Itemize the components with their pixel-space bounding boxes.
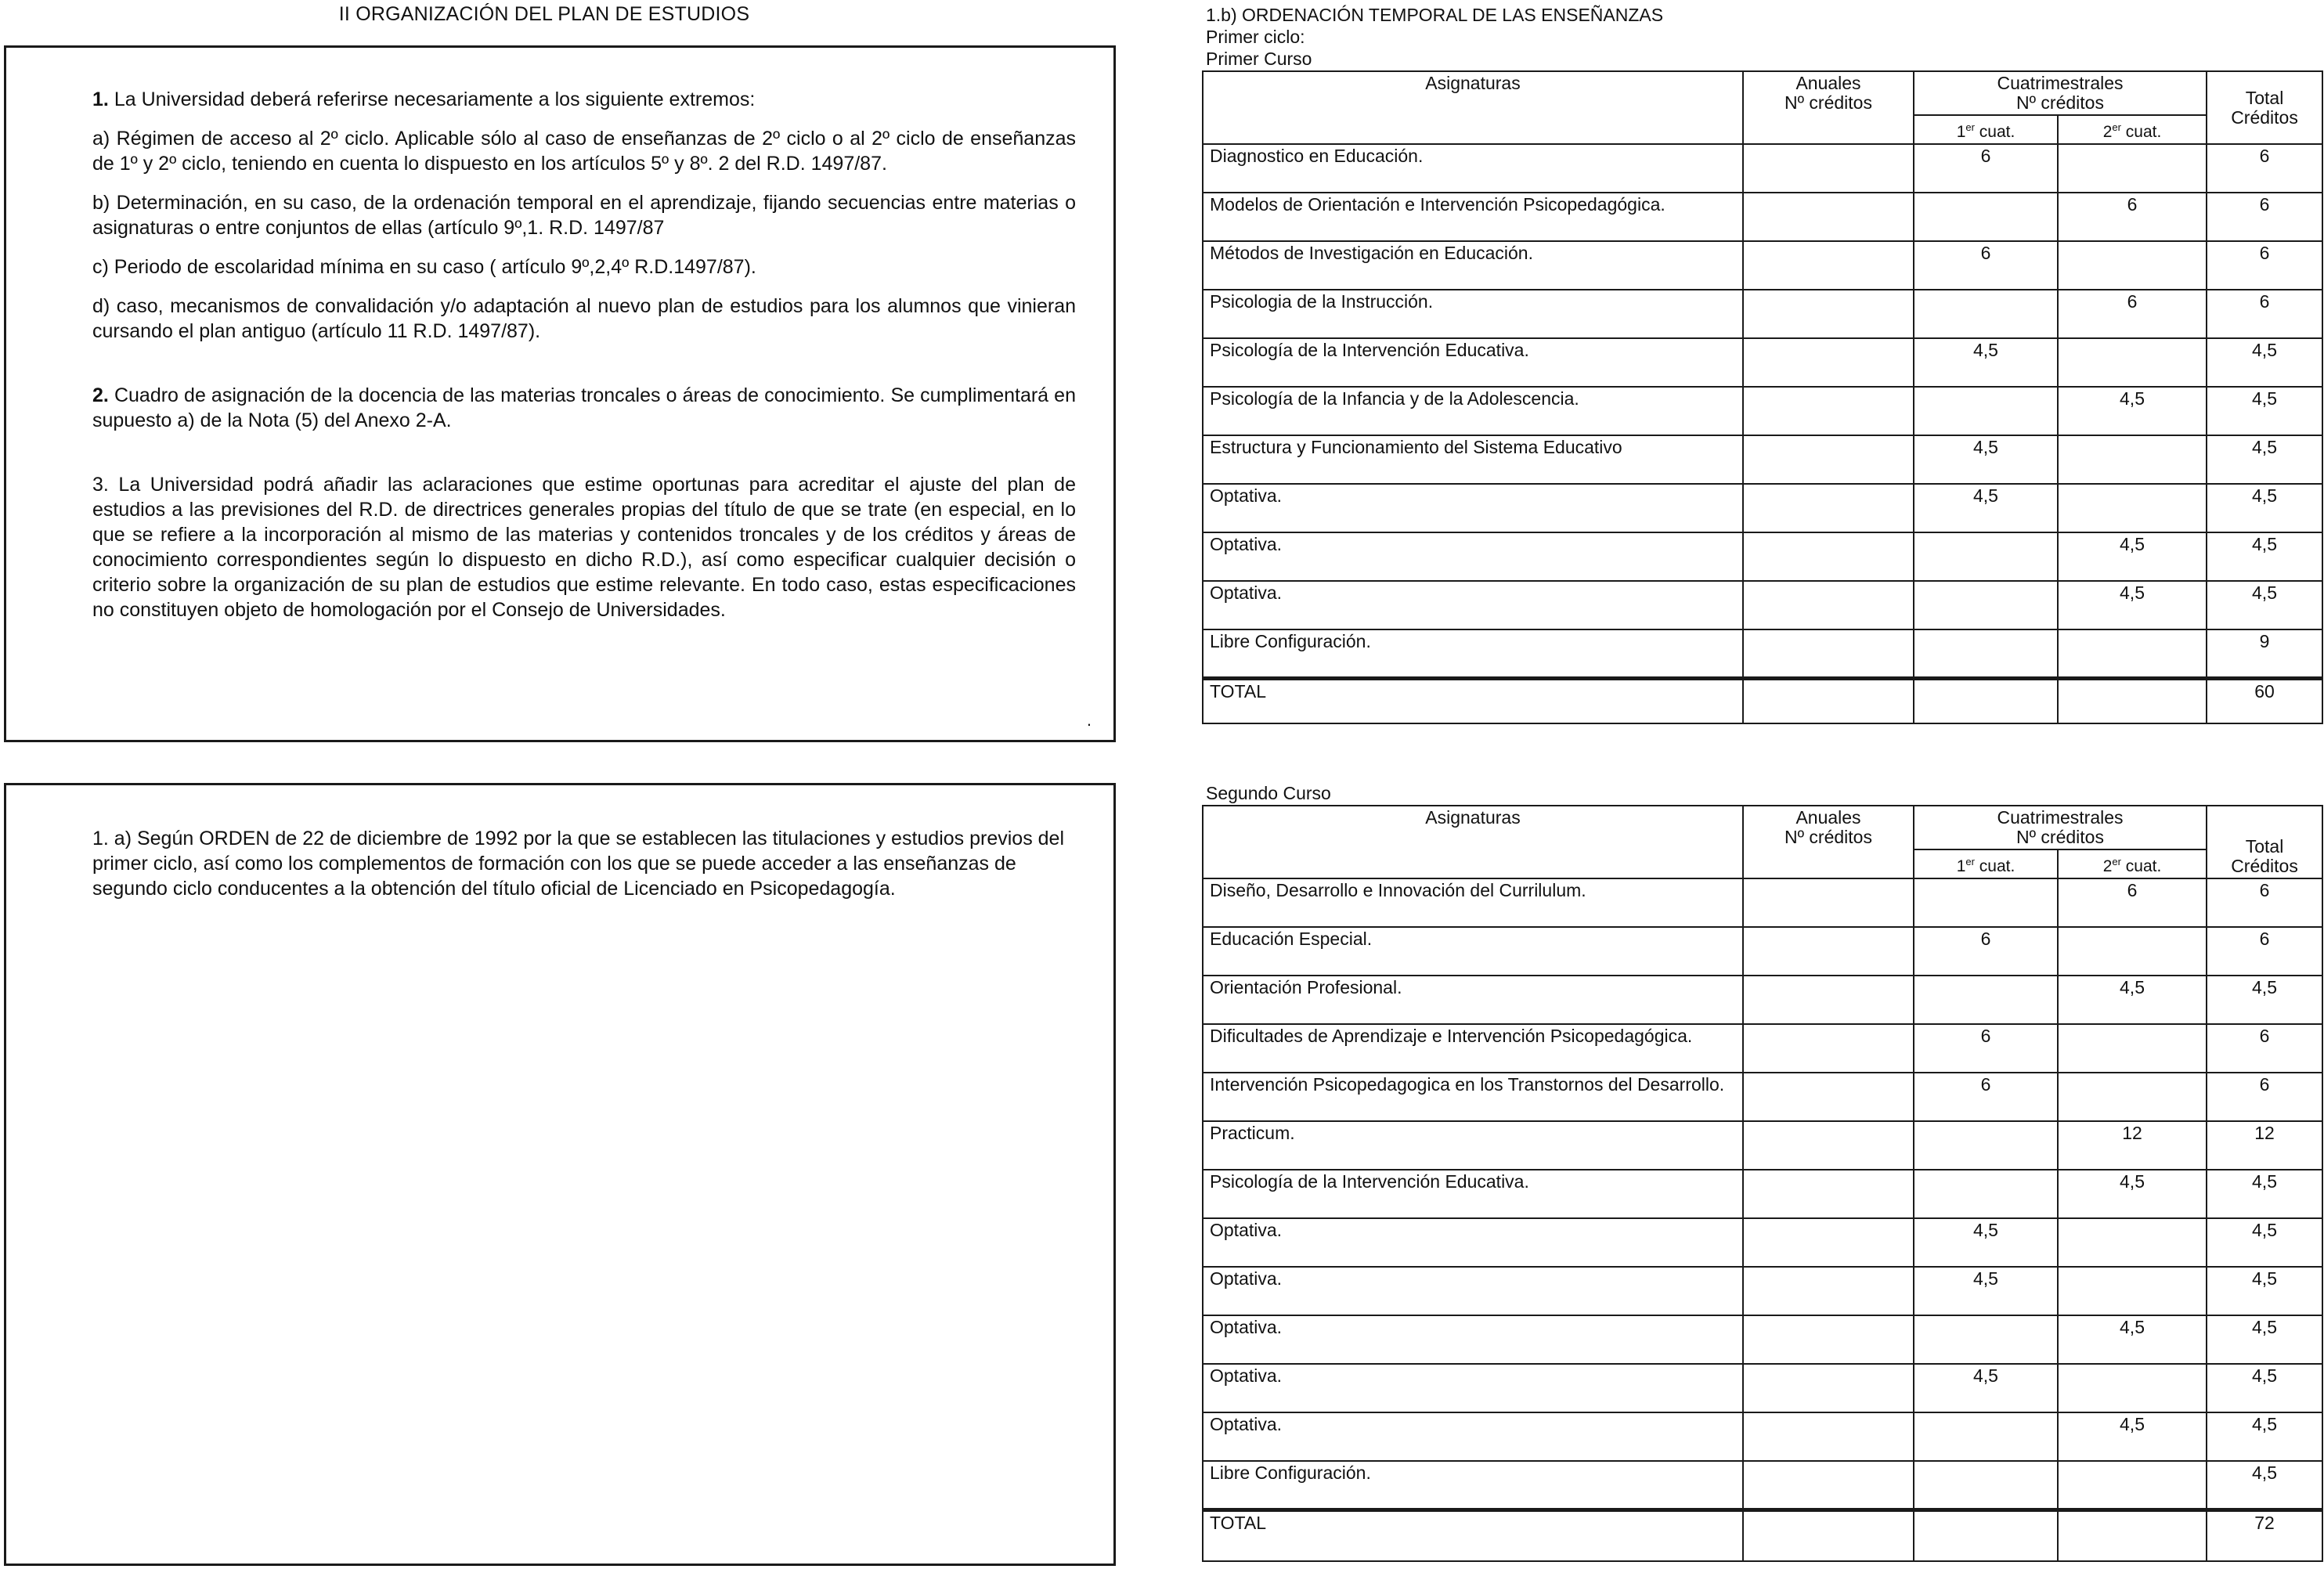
cycle-label: Primer ciclo:	[1206, 27, 1305, 47]
table-row	[1203, 1073, 2322, 1121]
header-2er-cuat: 2er cuat.	[2058, 115, 2207, 144]
first-cuat-cell	[1914, 1121, 2058, 1170]
total-credits-cell: 4,5	[2207, 1461, 2322, 1509]
anual-credits-cell	[1743, 927, 1914, 976]
empty-cell	[1914, 1509, 2058, 1561]
total-credits-cell: 4,5	[2207, 1267, 2322, 1315]
first-cuat-cell: 6	[1914, 927, 2058, 976]
requirement-1-number: 1.	[92, 88, 109, 110]
second-cuat-cell	[2058, 1218, 2207, 1267]
section-heading: 1.b) ORDENACIÓN TEMPORAL DE LAS ENSEÑANZAS	[1206, 5, 1664, 25]
requirement-d: d) caso, mecanismos de convalidación y/o adaptación al nuevo plan de estudios para los alumnos que vinieran cursando el plan antiguo (artículo 11 R.D. 1497/87).	[92, 295, 1076, 342]
anual-credits-cell	[1743, 193, 1914, 241]
table-row	[1203, 532, 2322, 581]
total-credits-cell: 9	[2207, 629, 2322, 678]
anual-credits-cell	[1743, 1121, 1914, 1170]
requirement-2-text: Cuadro de asignación de la docencia de las materias troncales o áreas de conocimiento. Se cumplimentará en supuesto a) de la Nota (5) del Anexo 2-A.	[92, 384, 1076, 431]
table-row	[1203, 976, 2322, 1024]
second-cuat-cell	[2058, 1461, 2207, 1509]
second-cuat-cell	[2058, 484, 2207, 532]
table-row	[1203, 1267, 2322, 1315]
table-row	[1203, 1412, 2322, 1461]
subject-cell: Dificultades de Aprendizaje e Intervención Psicopedagógica.	[1203, 1024, 1743, 1073]
total-credits-cell: 4,5	[2207, 976, 2322, 1024]
total-credits-cell: 6	[2207, 193, 2322, 241]
subject-cell: Métodos de Investigación en Educación.	[1203, 241, 1743, 290]
anual-credits-cell	[1743, 976, 1914, 1024]
first-cuat-cell: 4,5	[1914, 484, 2058, 532]
total-credits-cell: 4,5	[2207, 532, 2322, 581]
subject-cell: Optativa.	[1203, 1412, 1743, 1461]
anual-credits-cell	[1743, 1461, 1914, 1509]
subject-cell: Psicología de la Intervención Educativa.	[1203, 338, 1743, 387]
first-cuat-cell: 4,5	[1914, 1218, 2058, 1267]
table-row	[1203, 338, 2322, 387]
second-cuat-cell: 4,5	[2058, 1412, 2207, 1461]
total-credits-cell: 4,5	[2207, 435, 2322, 484]
second-cuat-cell: 4,5	[2058, 387, 2207, 435]
header-asignaturas: Asignaturas	[1203, 806, 1743, 878]
anual-credits-cell	[1743, 387, 1914, 435]
total-label: TOTAL	[1203, 678, 1743, 723]
total-value: 72	[2207, 1509, 2322, 1561]
second-cuat-cell	[2058, 144, 2207, 193]
anual-credits-cell	[1743, 1412, 1914, 1461]
anual-credits-cell	[1743, 290, 1914, 338]
empty-cell	[1743, 1509, 1914, 1561]
course1-label: Primer Curso	[1206, 49, 1312, 69]
table-row	[1203, 290, 2322, 338]
requirement-1-text: La Universidad deberá referirse necesariamente a los siguiente extremos:	[114, 88, 756, 110]
header-anuales: Anuales Nº créditos	[1743, 71, 1914, 144]
subject-cell: Optativa.	[1203, 532, 1743, 581]
first-cuat-cell	[1914, 532, 2058, 581]
first-cuat-cell	[1914, 1461, 2058, 1509]
course2-label: Segundo Curso	[1206, 783, 1331, 803]
second-cuat-cell	[2058, 241, 2207, 290]
anual-credits-cell	[1743, 581, 1914, 629]
total-credits-cell: 4,5	[2207, 1170, 2322, 1218]
anual-credits-cell	[1743, 1218, 1914, 1267]
total-credits-cell: 6	[2207, 927, 2322, 976]
anual-credits-cell	[1743, 1267, 1914, 1315]
first-cuat-cell	[1914, 290, 2058, 338]
anual-credits-cell	[1743, 1364, 1914, 1412]
anual-credits-cell	[1743, 338, 1914, 387]
header-1er-cuat: 1er cuat.	[1914, 849, 2058, 878]
total-row	[1203, 1509, 2322, 1561]
access-box	[4, 783, 1116, 1566]
total-credits-cell: 6	[2207, 878, 2322, 927]
second-cuat-cell: 4,5	[2058, 532, 2207, 581]
total-credits-cell: 12	[2207, 1121, 2322, 1170]
second-cuat-cell	[2058, 1024, 2207, 1073]
second-cuat-cell: 4,5	[2058, 1315, 2207, 1364]
total-credits-cell: 4,5	[2207, 1315, 2322, 1364]
second-cuat-cell: 6	[2058, 193, 2207, 241]
first-cuat-cell: 4,5	[1914, 338, 2058, 387]
subject-cell: Intervención Psicopedagogica en los Transtornos del Desarrollo.	[1203, 1073, 1743, 1121]
total-credits-cell: 6	[2207, 144, 2322, 193]
first-cuat-cell: 4,5	[1914, 1364, 2058, 1412]
second-cuat-cell	[2058, 629, 2207, 678]
table-row	[1203, 1170, 2322, 1218]
second-cuat-cell	[2058, 338, 2207, 387]
first-cuat-cell	[1914, 1315, 2058, 1364]
subject-cell: Optativa.	[1203, 1267, 1743, 1315]
requirement-a: a) Régimen de acceso al 2º ciclo. Aplicable sólo al caso de enseñanzas de 2º ciclo o al 2º ciclo de enseñanzas de 1º y 2º ciclo, teniendo en cuenta lo dispuesto en los artículos 5º y 8º. 2 del R.D. 1497/87.	[92, 128, 1076, 175]
second-cuat-cell: 12	[2058, 1121, 2207, 1170]
total-credits-cell: 4,5	[2207, 1364, 2322, 1412]
first-cuat-cell	[1914, 629, 2058, 678]
anual-credits-cell	[1743, 144, 1914, 193]
second-cuat-cell	[2058, 927, 2207, 976]
subject-cell: Psicología de la Intervención Educativa.	[1203, 1170, 1743, 1218]
table-row	[1203, 1364, 2322, 1412]
first-cuat-cell: 4,5	[1914, 435, 2058, 484]
header-total: Total Créditos	[2207, 71, 2322, 144]
total-credits-cell: 6	[2207, 241, 2322, 290]
anual-credits-cell	[1743, 1315, 1914, 1364]
table-row	[1203, 1024, 2322, 1073]
subject-cell: Psicología de la Infancia y de la Adolescencia.	[1203, 387, 1743, 435]
header-1er-cuat: 1er cuat.	[1914, 115, 2058, 144]
total-credits-cell: 4,5	[2207, 581, 2322, 629]
total-credits-cell: 4,5	[2207, 1218, 2322, 1267]
first-cuat-cell	[1914, 1412, 2058, 1461]
subject-cell: Modelos de Orientación e Intervención Psicopedagógica.	[1203, 193, 1743, 241]
total-credits-cell: 6	[2207, 1073, 2322, 1121]
subject-cell: Diseño, Desarrollo e Innovación del Currilulum.	[1203, 878, 1743, 927]
second-cuat-cell	[2058, 1364, 2207, 1412]
second-cuat-cell: 4,5	[2058, 581, 2207, 629]
second-cuat-cell	[2058, 1073, 2207, 1121]
subject-cell: Practicum.	[1203, 1121, 1743, 1170]
first-cuat-cell: 6	[1914, 1024, 2058, 1073]
total-value: 60	[2207, 678, 2322, 723]
first-cuat-cell: 4,5	[1914, 1267, 2058, 1315]
anual-credits-cell	[1743, 1024, 1914, 1073]
table-row	[1203, 435, 2322, 484]
table-row	[1203, 193, 2322, 241]
empty-cell	[1743, 678, 1914, 723]
empty-cell	[2058, 1509, 2207, 1561]
anual-credits-cell	[1743, 484, 1914, 532]
table-row	[1203, 241, 2322, 290]
second-cuat-cell: 4,5	[2058, 1170, 2207, 1218]
first-cuat-cell: 6	[1914, 241, 2058, 290]
subject-cell: Diagnostico en Educación.	[1203, 144, 1743, 193]
total-row	[1203, 678, 2322, 723]
subject-cell: Optativa.	[1203, 484, 1743, 532]
first-cuat-cell	[1914, 976, 2058, 1024]
total-label: TOTAL	[1203, 1509, 1743, 1561]
total-credits-cell: 4,5	[2207, 387, 2322, 435]
table-row	[1203, 387, 2322, 435]
subject-cell: Optativa.	[1203, 1364, 1743, 1412]
requirement-b: b) Determinación, en su caso, de la ordenación temporal en el aprendizaje, fijando secuencias entre materias o asignaturas o entre conjuntos de ellas (artículo 9º,1. R.D. 1497/87	[92, 192, 1076, 239]
anual-credits-cell	[1743, 532, 1914, 581]
table-row	[1203, 927, 2322, 976]
first-cuat-cell	[1914, 193, 2058, 241]
total-credits-cell: 4,5	[2207, 484, 2322, 532]
requirement-2-number: 2.	[92, 384, 109, 406]
total-credits-cell: 6	[2207, 290, 2322, 338]
first-cuat-cell	[1914, 1170, 2058, 1218]
anual-credits-cell	[1743, 629, 1914, 678]
table-row	[1203, 1315, 2322, 1364]
second-cuat-cell	[2058, 1267, 2207, 1315]
second-cuat-cell: 4,5	[2058, 976, 2207, 1024]
subject-cell: Optativa.	[1203, 1315, 1743, 1364]
course1-table	[1202, 70, 2323, 724]
anual-credits-cell	[1743, 1073, 1914, 1121]
anual-credits-cell	[1743, 435, 1914, 484]
table-row	[1203, 581, 2322, 629]
first-cuat-cell	[1914, 387, 2058, 435]
header-asignaturas: Asignaturas	[1203, 71, 1743, 144]
subject-cell: Optativa.	[1203, 581, 1743, 629]
requirements-box	[4, 45, 1116, 742]
total-credits-cell: 6	[2207, 1024, 2322, 1073]
stray-dot: .	[1086, 710, 1092, 730]
total-credits-cell: 4,5	[2207, 338, 2322, 387]
header-cuatrimestrales: Cuatrimestrales Nº créditos	[1914, 71, 2207, 115]
requirement-3: 3. La Universidad podrá añadir las aclaraciones que estime oportunas para acreditar el ajuste del plan de estudios a las previsiones del R.D. de directrices generales propias del título de que se trate (en especial, en lo que se refiere a la incorporación al mismo de las materias y contenidos troncales y de los créditos y áreas de conocimiento correspondientes según lo dispuesto en dicho R.D.), así como especificar cualquier decisión o criterio sobre la organización de su plan de estudios que estime relevante. En todo caso, estas especificaciones no constituyen objeto de homologación por el Consejo de Universidades.	[92, 474, 1076, 621]
table-row	[1203, 144, 2322, 193]
empty-cell	[2058, 678, 2207, 723]
second-cuat-cell	[2058, 435, 2207, 484]
subject-cell: Optativa.	[1203, 1218, 1743, 1267]
subject-cell: Libre Configuración.	[1203, 629, 1743, 678]
table-row	[1203, 1121, 2322, 1170]
total-credits-cell: 4,5	[2207, 1412, 2322, 1461]
table-row	[1203, 1218, 2322, 1267]
anual-credits-cell	[1743, 1170, 1914, 1218]
anual-credits-cell	[1743, 878, 1914, 927]
subject-cell: Libre Configuración.	[1203, 1461, 1743, 1509]
subject-cell: Educación Especial.	[1203, 927, 1743, 976]
header-2er-cuat: 2er cuat.	[2058, 849, 2207, 878]
first-cuat-cell: 6	[1914, 1073, 2058, 1121]
access-paragraph: 1. a) Según ORDEN de 22 de diciembre de 1992 por la que se establecen las titulaciones y estudios previos del primer ciclo, así como los complementos de formación con los que se puede acceder a las enseñanzas de segundo ciclo conducentes a la obtención del título oficial de Licenciado en Psicopedagogía.	[92, 828, 1065, 900]
first-cuat-cell	[1914, 878, 2058, 927]
table-row	[1203, 878, 2322, 927]
subject-cell: Psicologia de la Instrucción.	[1203, 290, 1743, 338]
table-row	[1203, 1461, 2322, 1509]
anual-credits-cell	[1743, 241, 1914, 290]
second-cuat-cell: 6	[2058, 290, 2207, 338]
first-cuat-cell	[1914, 581, 2058, 629]
header-cuatrimestrales: Cuatrimestrales Nº créditos	[1914, 806, 2207, 849]
requirement-1	[92, 87, 1076, 112]
header-anuales: Anuales Nº créditos	[1743, 806, 1914, 878]
requirement-2	[92, 383, 1076, 433]
second-cuat-cell: 6	[2058, 878, 2207, 927]
page-title: II ORGANIZACIÓN DEL PLAN DE ESTUDIOS	[338, 3, 750, 25]
course2-table	[1202, 805, 2323, 1562]
header-total: Total Créditos	[2207, 806, 2322, 878]
table-row	[1203, 484, 2322, 532]
subject-cell: Estructura y Funcionamiento del Sistema Educativo	[1203, 435, 1743, 484]
first-cuat-cell: 6	[1914, 144, 2058, 193]
requirement-c: c) Periodo de escolaridad mínima en su caso ( artículo 9º,2,4º R.D.1497/87).	[92, 256, 756, 278]
subject-cell: Orientación Profesional.	[1203, 976, 1743, 1024]
table-row	[1203, 629, 2322, 678]
empty-cell	[1914, 678, 2058, 723]
